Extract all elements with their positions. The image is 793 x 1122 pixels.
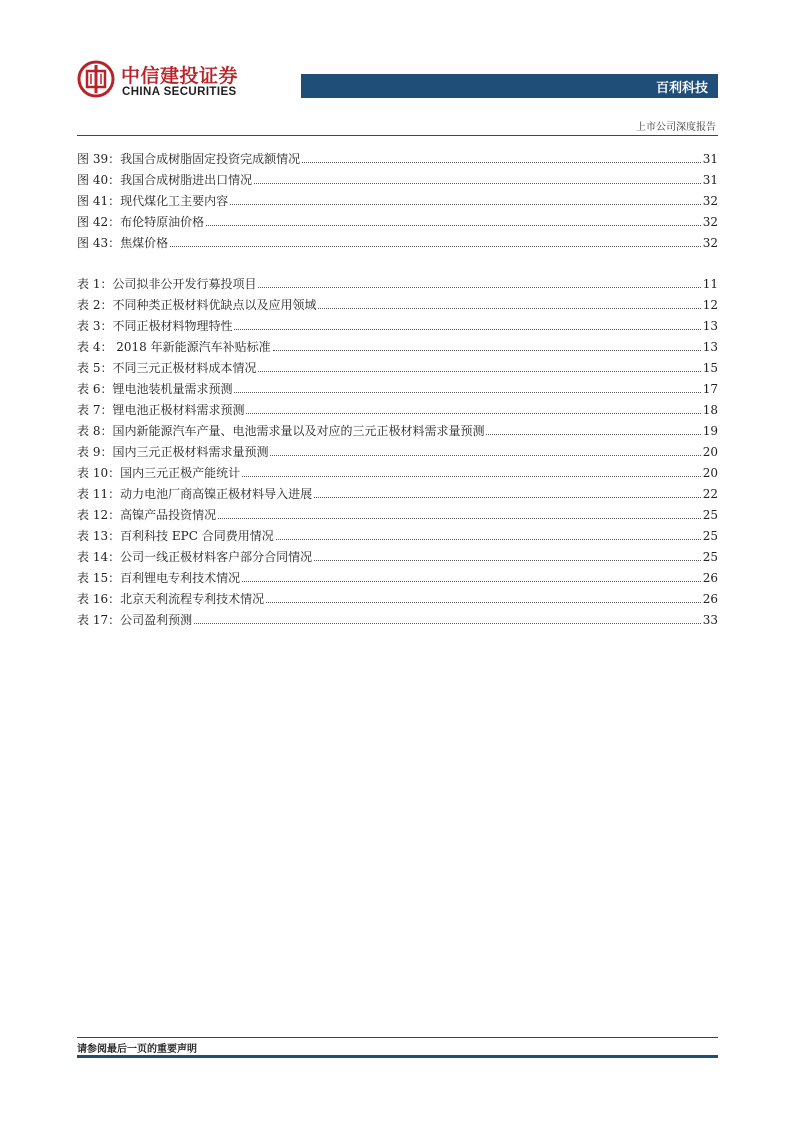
toc-entry-page: 22 [702,487,718,501]
toc-entry-page: 32 [702,194,718,208]
toc-leader-dots [230,204,701,205]
toc-entry-figure-40[interactable] [77,167,718,187]
toc-entry-table-15[interactable] [77,565,718,585]
toc-leader-dots [314,560,701,561]
toc-entry-label: 表 7：锂电池正极材料需求预测 [77,403,245,417]
toc-entry-figure-41[interactable] [77,188,718,208]
toc-entry-label: 表 14：公司一线正极材料客户部分合同情况 [77,550,313,564]
toc-entry-table-17[interactable] [77,607,718,627]
toc-entry-page: 33 [702,613,718,627]
report-type: 上市公司深度报告 [636,122,716,133]
toc-entry-page: 12 [702,298,718,312]
toc-entry-table-7[interactable] [77,397,718,417]
toc-entry-page: 20 [702,466,718,480]
logo-chinese-name: 中信建投证券 [121,65,239,87]
toc-entry-label: 表 6：锂电池装机量需求预测 [77,382,233,396]
toc-entry-table-16[interactable] [77,586,718,606]
toc-entry-table-6[interactable] [77,376,718,396]
header-divider [77,135,718,136]
toc-leader-dots [486,434,700,435]
toc-entry-page: 19 [702,424,718,438]
toc-entry-page: 31 [702,173,718,187]
toc-entry-label: 图 42：布伦特原油价格 [77,215,205,229]
toc-entry-page: 11 [702,277,718,291]
toc-leader-dots [258,371,700,372]
toc-leader-dots [234,329,700,330]
toc-entry-label: 表 11：动力电池厂商高镍正极材料导入进展 [77,487,313,501]
toc-entry-figure-42[interactable] [77,209,718,229]
header-bar [301,74,718,98]
logo-english-name: CHINA SECURITIES [122,86,237,98]
toc-entry-page: 32 [702,236,718,250]
toc-entry-label: 表 5：不同三元正极材料成本情况 [77,361,257,375]
toc-leader-dots [246,413,700,414]
toc-entry-table-12[interactable] [77,502,718,522]
toc-leader-dots [314,497,701,498]
toc-entry-table-5[interactable] [77,355,718,375]
toc-leader-dots [254,183,701,184]
china-securities-logo-icon [77,60,115,98]
toc-leader-dots [302,162,701,163]
footer-divider [77,1037,718,1038]
toc-entry-label: 表 13：百利科技 EPC 合同费用情况 [77,529,274,543]
toc-leader-dots [242,581,701,582]
toc-entry-label: 表 1：公司拟非公开发行募投项目 [77,277,257,291]
toc-entry-page: 15 [702,361,718,375]
toc-entry-page: 26 [702,571,718,585]
toc-entry-page: 20 [702,445,718,459]
toc-entry-label: 表 2：不同种类正极材料优缺点以及应用领域 [77,298,317,312]
toc-leader-dots [318,308,700,309]
toc-entry-label: 图 41：现代煤化工主要内容 [77,194,229,208]
toc-entry-label: 表 12：高镍产品投资情况 [77,508,217,522]
toc-leader-dots [266,602,701,603]
toc-entry-label: 表 9：国内三元正极材料需求量预测 [77,445,269,459]
toc-leader-dots [206,225,701,226]
toc-entry-figure-43[interactable] [77,230,718,250]
toc-leader-dots [242,476,701,477]
toc-entry-page: 13 [702,340,718,354]
toc-entry-table-3[interactable] [77,313,718,333]
toc-leader-dots [276,539,701,540]
toc-entry-label: 表 3：不同正极材料物理特性 [77,319,233,333]
toc-leader-dots [258,287,700,288]
toc-leader-dots [270,455,700,456]
toc-entry-page: 32 [702,215,718,229]
toc-entry-page: 25 [702,529,718,543]
toc-entry-label: 表 15：百利锂电专利技术情况 [77,571,241,585]
toc-leader-dots [170,246,701,247]
footer-notice: 请参阅最后一页的重要声明 [77,1044,197,1055]
toc-entry-table-10[interactable] [77,460,718,480]
company-logo [77,58,257,102]
toc-entry-page: 17 [702,382,718,396]
toc-entry-page: 26 [702,592,718,606]
toc-entry-table-9[interactable] [77,439,718,459]
toc-entry-label: 表 8：国内新能源汽车产量、电池需求量以及对应的三元正极材料需求量预测 [77,424,485,438]
toc-entry-table-2[interactable] [77,292,718,312]
toc-entry-page: 25 [702,508,718,522]
toc-entry-label: 表 17：公司盈利预测 [77,613,193,627]
toc-entry-page: 31 [702,152,718,166]
toc-entry-label: 图 43：焦煤价格 [77,236,169,250]
toc-entry-table-1[interactable] [77,271,718,291]
toc-entry-label: 表 4： 2018 年新能源汽车补贴标准 [77,340,271,354]
toc-entry-table-13[interactable] [77,523,718,543]
toc-entry-page: 18 [702,403,718,417]
toc-leader-dots [194,623,701,624]
toc-leader-dots [234,392,700,393]
toc-entry-figure-39[interactable] [77,146,718,166]
toc-entry-label: 图 39：我国合成树脂固定投资完成额情况 [77,152,301,166]
toc-leader-dots [218,518,701,519]
toc-entry-table-11[interactable] [77,481,718,501]
toc-entry-label: 表 10：国内三元正极产能统计 [77,466,241,480]
toc-entry-label: 表 16：北京天利流程专利技术情况 [77,592,265,606]
toc-entry-label: 图 40：我国合成树脂进出口情况 [77,173,253,187]
toc-leader-dots [273,350,701,351]
toc-entry-table-4[interactable] [77,334,718,354]
toc-entry-table-8[interactable] [77,418,718,438]
toc-entry-page: 25 [702,550,718,564]
footer-thick-rule [77,1055,718,1058]
company-name: 百利科技 [655,81,708,96]
toc-entry-table-14[interactable] [77,544,718,564]
toc-entry-page: 13 [702,319,718,333]
